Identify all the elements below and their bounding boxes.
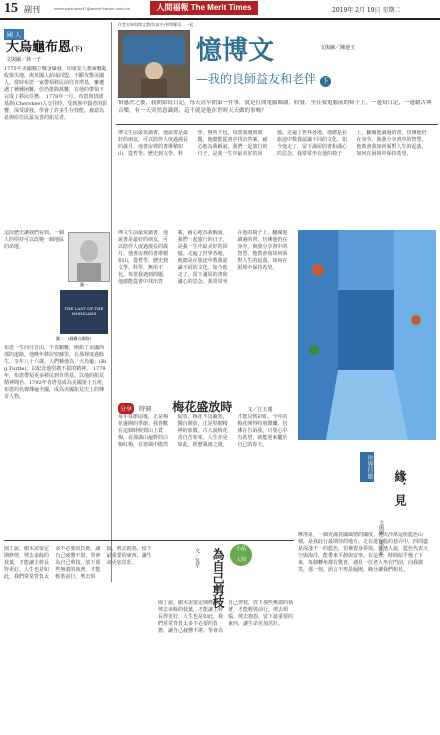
caption-fig2: 圖二：(翻攝自網路) bbox=[56, 336, 92, 341]
feature-divider bbox=[116, 124, 438, 125]
pruning-byline: 文／吳芊 bbox=[194, 548, 200, 568]
left-column-tag bbox=[4, 22, 110, 39]
portrait-image bbox=[68, 232, 110, 282]
feature-body-top: 博文生前最愛讀書，他說書是最好的朋友，可以陪伴人度過漫長的歲月。他書房裡的書堆積如山，從哲學、歷史到文學、科學，無所不包。每當我遇到問題，他總能從書中找出答案，耐心地為我解說。我們一起旅行的日子，是我一生中最美好的回憶。走遍了世界各地，他總是在旅途中教我認識不同的文化。如今他走了，留下滿屋的書和滿心的思念。我常常坐在他的椅子上，翻閱他讀過的書，彷彿他仍在身旁，與我分享書中的智慧。他教會我如何面對人生的起落，如何在困境中保持希望。 bbox=[118, 130, 427, 157]
pruning-tag: 小品 人間 bbox=[230, 544, 252, 566]
world-tag: 世界行旅 bbox=[360, 452, 374, 482]
left-body-narrow: 這段歷史讓我們看到，一個人的堅持可以改變一個地區的命運。 bbox=[4, 230, 65, 250]
page-number: 15 bbox=[4, 1, 18, 16]
world-byline: 文與圖／梁正宏 bbox=[378, 520, 384, 555]
feature-byline: 文與圖／陳連玉 bbox=[320, 45, 356, 51]
column-divider bbox=[111, 22, 112, 582]
pruning-body-right: 園丁說，樹木需要定期修剪，剪去多餘的枝葉，才能讓主幹長得更好。人生也是如此，我們常常背負太多不必要的負擔，讓自己疲憊不堪。學會為自己剪枝，放下那些無謂的執著，才能輕裝前行。剪去煩惱，剪去抱怨，留下最重要的東西，讓生命更加茁壯。 bbox=[158, 600, 294, 634]
section-name: 副刊 bbox=[24, 5, 40, 14]
feature-photo bbox=[118, 30, 190, 98]
feature-body-bottom: 博文生前最愛讀書，他說書是最好的朋友，可以陪伴人度過漫長的歲月。他書房裡的書堆積如山，從哲學、歷史到文學、科學，無所不包。每當我遇到問題，他總能從書中找出答案，耐心地為我解說。我們一起旅行的日子，是我一生中最美好的回憶。走遍了世界各地，他總是在旅途中教我認識不同的文化。如今他走了，留下滿屋的書和滿心的思念。我常常坐在他的椅子上，翻閱他讀過的書，彷彿他仍在身旁，與我分享書中的智慧。他教會我如何面對人生的起落，如何在困境中保持希望。 bbox=[118, 230, 288, 285]
pruning-body-left: 園丁說，樹木需要定期修剪，剪去多餘的枝葉，才能讓主幹長得更好。人生也是如此，我們常常背負太多不必要的負擔，讓自己疲憊不堪。學會為自己剪枝，放下那些無謂的執著，才能輕裝前行。剪去煩惱，剪去抱怨，留下最重要的東西，讓生命更加茁壯。 bbox=[4, 546, 152, 580]
plum-title: 梅花盛放時 bbox=[172, 400, 233, 414]
feature-subtitle: —我的良師益友和老伴 下 bbox=[196, 72, 329, 86]
bottom-divider bbox=[4, 540, 294, 541]
plum-byline: 文／江玉蓮 bbox=[247, 407, 273, 413]
left-body-c: 布恩一生向往自由，不畏艱難，開拓了美國西部的道路。他晚年移居密蘇里，在那裡度過餘生，享年八十六歲。人們稱他為「大烏龜」(Big Turtle)，以紀念他堅韌不拔的精神。 1779年，布恩帶領更多移民到肯塔基。以他的拓荒精神聞名。1792年肯塔基成為美國第十五州，布恩的名聲傳遍全國，成為美國拓荒史上的傳奇人物。 bbox=[4, 345, 107, 400]
column-tag: 國 人 bbox=[4, 29, 24, 40]
header-url: www.mrtourist7@merit-times.com.tw bbox=[54, 6, 131, 11]
world-body: 摩洛哥，一個充滿異國風情的國度。舍夫沙萬這座藍色山城，是我此行最期待的地方。走在迷宮般的巷弄中，四周盡是深淺不一的藍色，彷彿置身夢境。當地人說，藍色代表天空與海洋，能帶來平靜與安寧。在這裡，時間似乎慢了下來，每個轉角都有驚喜。遇見一位老人坐在門前，向我微笑，那一刻，語言不再是隔閡，緣分讓我們相見。 bbox=[298, 532, 429, 573]
plum-header: 分享 時刻 梅花盛放時 文／江玉蓮 bbox=[120, 400, 273, 414]
feature-title: 憶博文 bbox=[196, 35, 275, 65]
book-cover-image: THE LAST OF THE MOHICANS bbox=[60, 290, 108, 334]
masthead-logo: 人間福報 The Merit Times bbox=[150, 1, 258, 15]
pruning-title: 為自己剪枝 bbox=[211, 548, 225, 608]
plum-tag: 分享 bbox=[118, 403, 134, 414]
left-byline: 文與圖／林一子 bbox=[6, 57, 42, 63]
plum-body: 每年春節前後，正是梅花盛開的季節。我喜歡在這個時候到山上賞梅，看那滿山遍野的白梅紅梅，在寒風中傲然綻放。梅花不畏嚴寒，獨自開放，正是堅韌精神的象徵。古人說梅花香自苦寒來，人生亦是如此。經歷風雨之後，才能見到彩虹。今年的梅花開得特別燦爛，彷彿在告訴我，只要心中有希望，就能迎來屬於自己的春天。 bbox=[118, 414, 288, 448]
feature-photo-caption: 作者夫婦與傅文教授(前中)和摩羅哥，一起 bbox=[118, 22, 194, 27]
feature-lead: 怡惠於之後，我開始寫日記，每天清早開第一件事，就是打開電腦閱讀，收發，坐在我電腦前的椅子上，一邊寫日記，一邊聽古典音樂，有一天突然意識到，這不就是他在世時天天做的事嗎？ bbox=[118, 100, 432, 114]
world-photo bbox=[298, 230, 436, 440]
world-title: 緣．見 bbox=[393, 470, 407, 506]
left-body-a: 1775年美國獨立戰爭爆發，印第安人想乘戰亂收復失地，與英國人結成同盟。不斷攻擊美國人，當時布恩一家帶領移民前往肯塔基，雖遭遇了種種困難，但仍排除萬難，在他的帶領下完成了移民任務。 1778年一月，布恩與切諾基族(Cherokee)人交往時，受到族中賢者的影響，深受啟發，學會了許多生存技能。被認為是與原住民最友善的拓荒者。 bbox=[4, 66, 108, 121]
header-date: 2019年 2月 19日 星期二 bbox=[332, 7, 401, 14]
left-article-title: 大烏龜布恩(下) bbox=[6, 40, 83, 55]
caption-fig1: 圖一 bbox=[80, 282, 88, 287]
